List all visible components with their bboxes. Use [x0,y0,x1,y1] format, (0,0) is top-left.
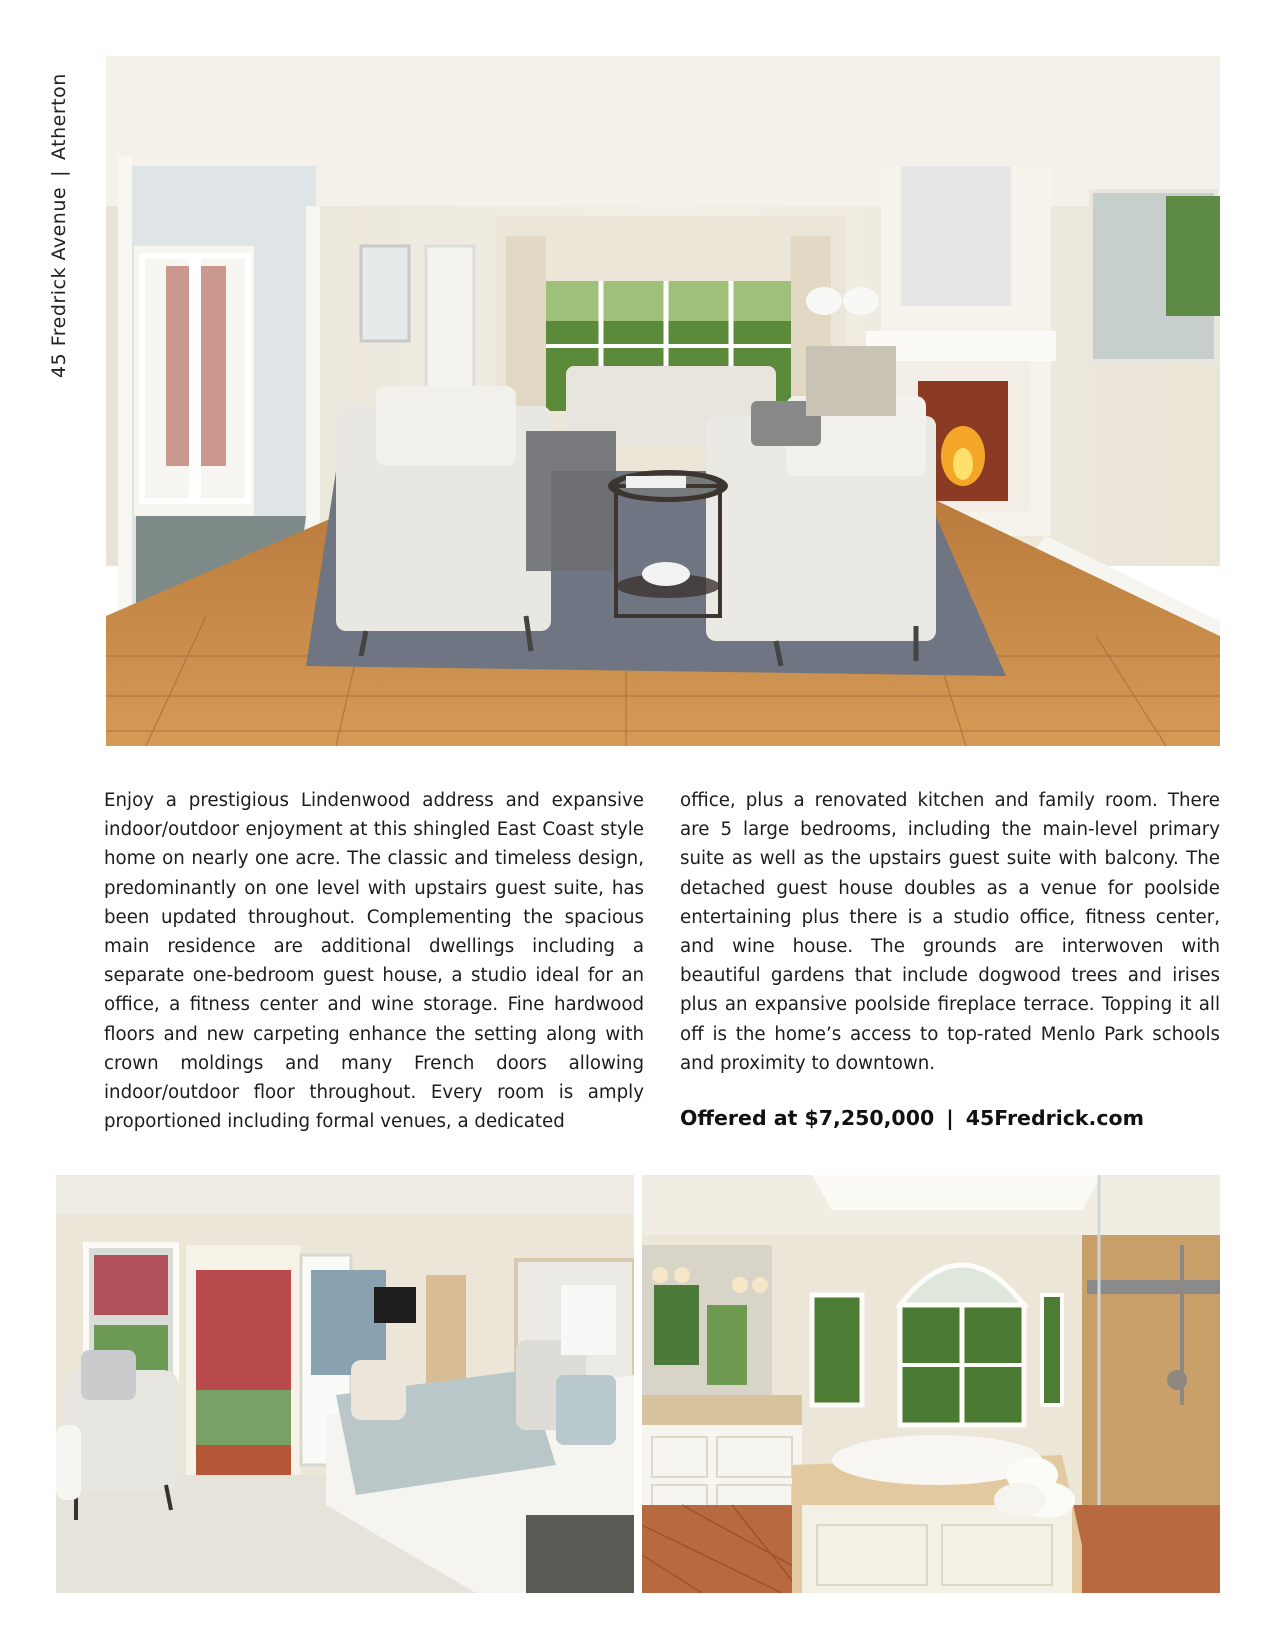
sidebar-separator: | [48,170,70,177]
body-paragraph-right: office, plus a renovated kitchen and family room. There are 5 large bedrooms, including the main-level primary suite as well as the upstairs guest suite with balcony. The detached guest house doubles as a venue for poolside entertaining plus there is a studio office, fitness center, and wine house. The grounds are interwoven with beautiful gardens that include dogwood trees and irises plus an expansive poolside fireplace terrace. Topping it all off is the home’s access to top-rated Menlo Park schools and proximity to downtown. [680,790,1220,1074]
offer-website[interactable]: 45Fredrick.com [965,1106,1144,1130]
living-room-photo [106,56,1220,746]
offer-price: Offered at $7,250,000 [680,1106,935,1130]
body-text-left-column [104,786,644,1136]
sidebar-city: Atherton [48,73,70,161]
body-text-right-column [680,786,1220,1078]
sidebar-address-label [48,38,70,378]
offer-separator: | [946,1106,954,1130]
sidebar-address: 45 Fredrick Avenue [48,186,70,378]
bedroom-photo [56,1175,634,1593]
offer-line [680,1106,1144,1130]
bathroom-photo [642,1175,1220,1593]
body-paragraph-left: Enjoy a prestigious Lindenwood address and expansive indoor/outdoor enjoyment at this shingled East Coast style home on nearly one acre. The classic and timeless design, predominantly on one level with upstairs guest suite, has been updated throughout. Complementing the spacious main residence are additional dwellings including a separate one-bedroom guest house, a studio ideal for an office, a fitness center and wine storage. Fine hardwood floors and new carpeting enhance the setting along with crown moldings and many French doors allowing indoor/outdoor floor throughout. Every room is amply proportioned including formal venues, a dedicated [104,790,644,1133]
